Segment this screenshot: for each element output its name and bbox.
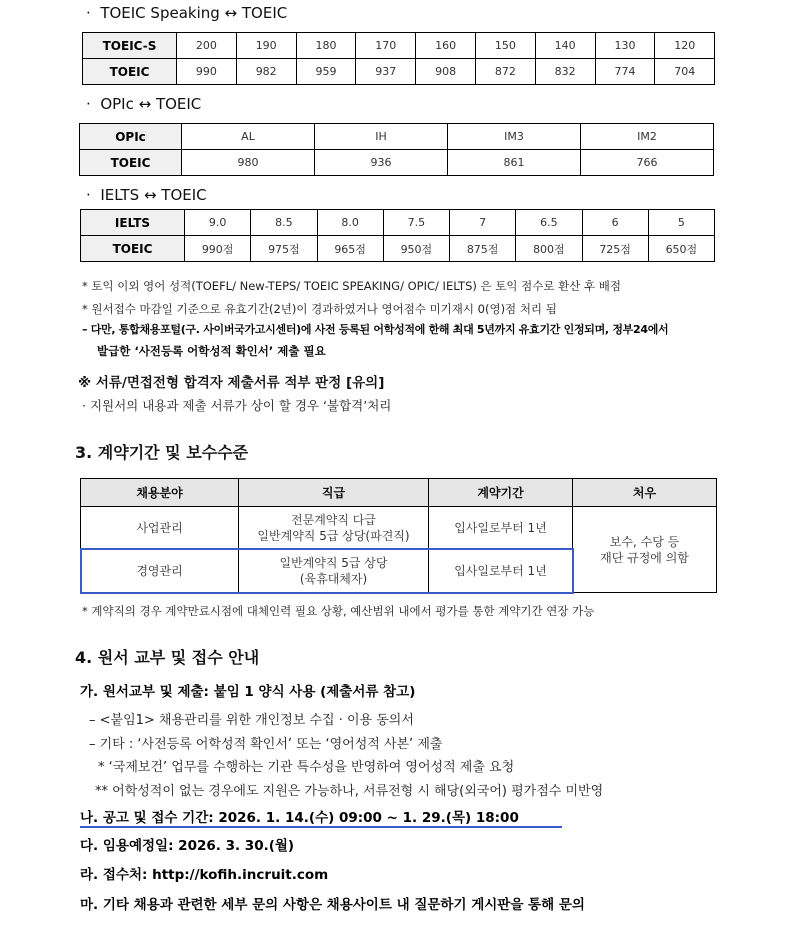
table-cell: 입사일로부터 1년 [429,549,573,593]
treatment-line: 보수, 수당 등 [609,534,680,549]
table-cell: IM2 [581,124,714,150]
table-cell: 980 [182,150,315,176]
table-cell: 936 [315,150,448,176]
table-cell: 725점 [582,236,648,262]
table-cell: IM3 [448,124,581,150]
table-row [81,236,715,262]
table-row [80,124,714,150]
table-cell: 704 [655,59,715,85]
table-cell: 6 [582,210,648,236]
table-row [80,150,714,176]
table-cell: 8.5 [251,210,317,236]
opic-title [86,95,201,113]
table-row [83,33,715,59]
table-cell: 959 [296,59,356,85]
treatment-cell [573,507,717,593]
table-cell: 120 [655,33,715,59]
list-item: – <붙임1> 채용관리를 위한 개인정보 수집 · 이용 동의서 [89,713,414,728]
section4-ga: 가. 원서교부 및 제출: 붙임 1 양식 사용 (제출서류 참고) [80,684,416,700]
ielts-title-text: IELTS ↔ TOEIC [100,186,207,204]
table-cell: 875점 [450,236,516,262]
table-cell: 766 [581,150,714,176]
opic-table [79,123,714,176]
table-cell: 140 [535,33,595,59]
table-cell: 190 [236,33,296,59]
opic-title-text: OPIc ↔ TOEIC [100,95,202,113]
table-cell: 7.5 [383,210,449,236]
table-cell [239,507,429,549]
column-header: 직급 [239,479,429,507]
table-cell: 832 [535,59,595,85]
toeic-speaking-title [86,4,287,22]
table-cell: 861 [448,150,581,176]
table-cell: 650점 [648,236,714,262]
section4-da: 다. 임용예정일: 2026. 3. 30.(월) [80,838,295,854]
section4-na: 나. 공고 및 접수 기간: 2026. 1. 14.(수) 09:00 ~ 1. 29.(목) 18:00 [80,810,519,826]
table-cell: 950점 [383,236,449,262]
table-cell: 130 [595,33,655,59]
caution-title: ※ 서류/면접전형 합격자 제출서류 적부 판정 [유의] [78,375,385,391]
table-cell: 200 [177,33,237,59]
table-cell: 872 [475,59,535,85]
table-cell: 908 [416,59,476,85]
treatment-line: 재단 규정에 의함 [600,550,689,565]
table-cell: 6.5 [516,210,582,236]
table-cell: 150 [475,33,535,59]
column-header: 계약기간 [429,479,573,507]
table-row [83,59,715,85]
table-cell: 774 [595,59,655,85]
grade-line: 전문계약직 다급 [291,512,376,527]
column-header: 처우 [573,479,717,507]
table-row [81,507,717,549]
table-cell [239,549,429,593]
table-cell: 975점 [251,236,317,262]
list-item: ** 어학성적이 없는 경우에도 지원은 가능하나, 서류전형 시 해당(외국어) 평가점수 미반영 [95,784,604,799]
table-cell: 160 [416,33,476,59]
section3-title: 3. 계약기간 및 보수수준 [75,443,249,462]
row-header: TOEIC [81,236,185,262]
list-item: * ‘국제보건’ 업무를 수행하는 기관 특수성을 반영하여 영어성적 제출 요청 [98,760,515,775]
table-cell: 9.0 [185,210,251,236]
table-cell: 경영관리 [81,549,239,593]
grade-line: 일반계약직 5급 상당 [279,555,388,570]
grade-line: (육휴대체자) [299,571,368,586]
table-cell: 800점 [516,236,582,262]
table-cell: 180 [296,33,356,59]
row-header: TOEIC [80,150,182,176]
table-cell: 982 [236,59,296,85]
note-validity: * 원서접수 마감일 기준으로 유효기간(2년)이 경과하였거나 영어점수 미기재시 0(영)점 처리 됨 [82,302,557,316]
note-exception-cont: 발급한 ‘사전등록 어학성적 확인서’ 제출 필요 [97,344,326,358]
table-cell: 8.0 [317,210,383,236]
row-header: TOEIC [83,59,177,85]
table-cell: 입사일로부터 1년 [429,507,573,549]
row-header: OPIc [80,124,182,150]
table-cell: 990 [177,59,237,85]
row-header: IELTS [81,210,185,236]
ielts-title [86,186,207,204]
bullet-dot: · [86,186,101,204]
table-cell: 5 [648,210,714,236]
table-header-row [81,479,717,507]
toeic-speaking-title-text: TOEIC Speaking ↔ TOEIC [100,4,288,22]
caution-text: · 지원서의 내용과 제출 서류가 상이 할 경우 ‘불합격’처리 [82,398,392,413]
note-exception: – 다만, 통합채용포털(구. 사이버국가고시센터)에 사전 등록된 어학성적에 한해 최대 5년까지 유효기간 인정되며, 정부24에서 [82,323,669,336]
row-header: TOEIC-S [83,33,177,59]
toeic-speaking-table [82,32,715,85]
table-cell: 990점 [185,236,251,262]
salary-table [80,478,717,593]
table-row [81,210,715,236]
table-cell: 965점 [317,236,383,262]
table-cell: 7 [450,210,516,236]
table-cell: 사업관리 [81,507,239,549]
table-cell: AL [182,124,315,150]
column-header: 채용분야 [81,479,239,507]
note-conversion: * 토익 이외 영어 성적(TOEFL/ New-TEPS/ TOEIC SPEAKING/ OPIC/ IELTS) 은 토익 점수로 환산 후 배점 [82,279,621,293]
section4-ma: 마. 기타 채용과 관련한 세부 문의 사항은 채용사이트 내 질문하기 게시판을 통해 문의 [80,897,585,913]
period-underline [80,826,562,828]
bullet-dot: · [86,4,101,22]
table-cell: IH [315,124,448,150]
table-cell: 937 [356,59,416,85]
list-item: – 기타 : ‘사전등록 어학성적 확인서’ 또는 ‘영어성적 사본’ 제출 [89,737,443,752]
grade-line: 일반계약직 5급 상당(파견직) [257,528,410,543]
contract-note: * 계약직의 경우 계약만료시점에 대체인력 필요 상황, 예산범위 내에서 평가를 통한 계약기간 연장 가능 [82,604,595,618]
ielts-table [80,209,715,262]
table-cell: 170 [356,33,416,59]
section4-ra: 라. 접수처: http://kofih.incruit.com [80,867,329,883]
bullet-dot: · [86,95,101,113]
section4-title: 4. 원서 교부 및 접수 안내 [75,648,260,667]
